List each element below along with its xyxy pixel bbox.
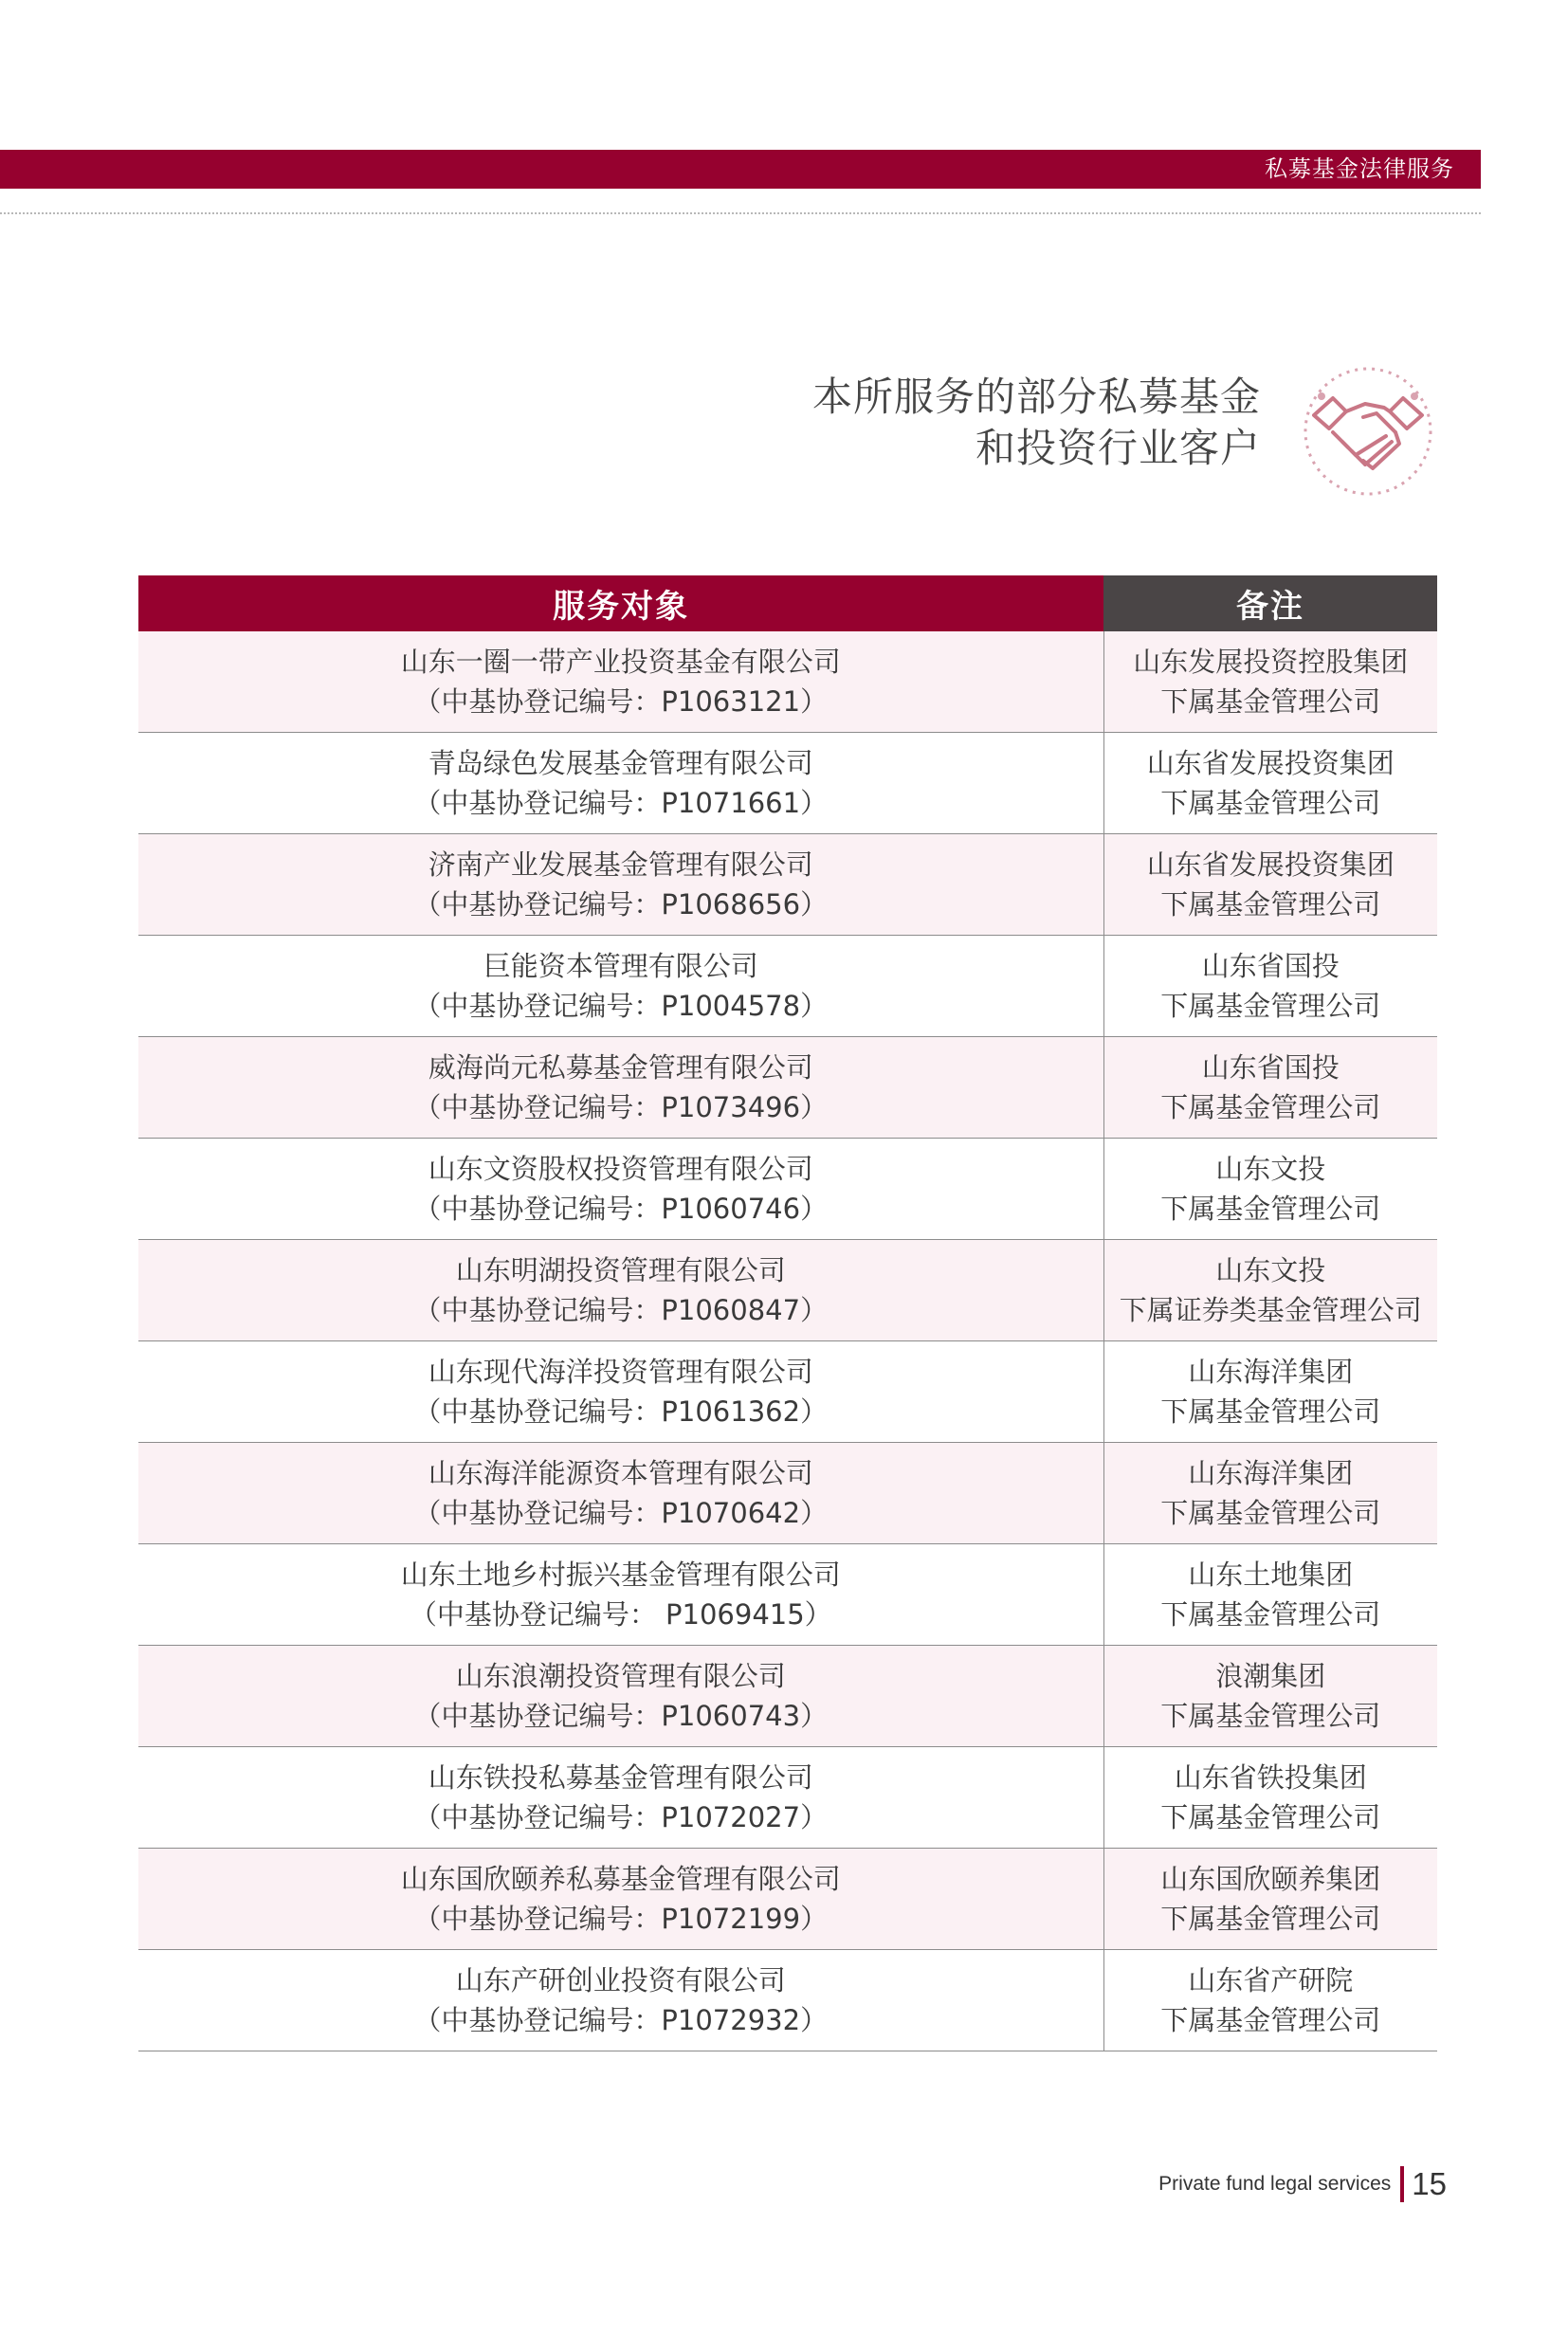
page-title-line-2: 和投资行业客户 — [975, 425, 1261, 471]
header-service-target: 服务对象 — [138, 575, 1103, 631]
section-label: 私募基金法律服务 — [1265, 155, 1454, 182]
remark-relationship: 下属基金管理公司 — [1160, 1801, 1381, 1833]
client-cell — [138, 631, 1103, 733]
table-row — [138, 1341, 1437, 1443]
client-cell — [138, 733, 1103, 834]
client-name: 山东土地乡村振兴基金管理有限公司 — [400, 1559, 841, 1591]
client-registration-number: （中基协登记编号：P1073496） — [413, 1091, 829, 1123]
remark-relationship: 下属基金管理公司 — [1160, 787, 1381, 819]
client-registration-number: （中基协登记编号：P1060746） — [413, 1193, 829, 1225]
remark-parent-group: 山东海洋集团 — [1188, 1356, 1354, 1388]
remark-cell — [1103, 1849, 1437, 1950]
table-header-row — [138, 575, 1437, 631]
remark-relationship: 下属基金管理公司 — [1160, 1903, 1381, 1935]
remark-cell — [1103, 1240, 1437, 1341]
remark-relationship: 下属基金管理公司 — [1160, 888, 1381, 921]
remark-relationship: 下属基金管理公司 — [1160, 1395, 1381, 1428]
remark-parent-group: 山东省产研院 — [1188, 1964, 1354, 1996]
client-cell — [138, 1240, 1103, 1341]
page-footer — [1158, 2165, 1447, 2203]
remark-cell — [1103, 1443, 1437, 1544]
client-name: 山东文资股权投资管理有限公司 — [428, 1153, 813, 1185]
client-name: 山东海洋能源资本管理有限公司 — [428, 1457, 813, 1489]
remark-relationship: 下属基金管理公司 — [1160, 1700, 1381, 1732]
client-name: 山东明湖投资管理有限公司 — [455, 1254, 786, 1286]
client-name: 青岛绿色发展基金管理有限公司 — [428, 747, 813, 779]
section-header-band — [0, 150, 1481, 189]
table-row — [138, 1240, 1437, 1341]
remark-parent-group: 山东发展投资控股集团 — [1133, 646, 1409, 678]
remark-cell — [1103, 1544, 1437, 1646]
remark-parent-group: 山东省发展投资集团 — [1146, 747, 1395, 779]
client-registration-number: （中基协登记编号：P1004578） — [413, 990, 829, 1022]
remark-relationship: 下属基金管理公司 — [1160, 1497, 1381, 1529]
header-remarks: 备注 — [1103, 575, 1437, 631]
client-cell — [138, 1341, 1103, 1443]
client-cell — [138, 1950, 1103, 2051]
client-name: 山东国欣颐养私募基金管理有限公司 — [400, 1863, 841, 1895]
table-row — [138, 733, 1437, 834]
remark-cell — [1103, 1139, 1437, 1240]
table-row — [138, 1139, 1437, 1240]
remark-cell — [1103, 936, 1437, 1037]
remark-parent-group: 山东海洋集团 — [1188, 1457, 1354, 1489]
client-cell — [138, 1849, 1103, 1950]
table-row — [138, 1747, 1437, 1849]
remark-cell — [1103, 1646, 1437, 1747]
client-registration-number: （中基协登记编号：P1071661） — [413, 787, 829, 819]
client-cell — [138, 1544, 1103, 1646]
remark-parent-group: 山东省国投 — [1201, 950, 1340, 982]
remark-relationship: 下属基金管理公司 — [1160, 990, 1381, 1022]
client-name: 山东铁投私募基金管理有限公司 — [428, 1761, 813, 1794]
remark-parent-group: 山东文投 — [1215, 1254, 1326, 1286]
remark-relationship: 下属基金管理公司 — [1160, 1193, 1381, 1225]
remark-cell — [1103, 1747, 1437, 1849]
client-cell — [138, 1646, 1103, 1747]
client-cell — [138, 1747, 1103, 1849]
remark-relationship: 下属基金管理公司 — [1160, 1598, 1381, 1631]
client-registration-number: （中基协登记编号：P1060847） — [413, 1294, 829, 1326]
remark-parent-group: 山东土地集团 — [1188, 1559, 1354, 1591]
client-cell — [138, 936, 1103, 1037]
client-registration-number: （中基协登记编号：P1060743） — [413, 1700, 829, 1732]
remark-cell — [1103, 733, 1437, 834]
client-registration-number: （中基协登记编号： P1069415） — [409, 1598, 832, 1631]
client-cell — [138, 1139, 1103, 1240]
page-title-line-1: 本所服务的部分私募基金 — [811, 374, 1261, 420]
client-registration-number: （中基协登记编号：P1072027） — [413, 1801, 829, 1833]
client-registration-number: （中基协登记编号：P1072199） — [413, 1903, 829, 1935]
remark-parent-group: 浪潮集团 — [1215, 1660, 1326, 1692]
remark-parent-group: 山东国欣颐养集团 — [1160, 1863, 1381, 1895]
remark-cell — [1103, 1341, 1437, 1443]
client-name: 巨能资本管理有限公司 — [483, 950, 758, 982]
remark-relationship: 下属基金管理公司 — [1160, 1091, 1381, 1123]
remark-parent-group: 山东省发展投资集团 — [1146, 848, 1395, 881]
client-registration-number: （中基协登记编号：P1068656） — [413, 888, 829, 921]
client-name: 山东现代海洋投资管理有限公司 — [428, 1356, 813, 1388]
client-cell — [138, 1443, 1103, 1544]
table-row — [138, 1849, 1437, 1950]
client-registration-number: （中基协登记编号：P1061362） — [413, 1395, 829, 1428]
table-row — [138, 1544, 1437, 1646]
client-cell — [138, 834, 1103, 936]
table-row — [138, 834, 1437, 936]
remark-cell — [1103, 1950, 1437, 2051]
client-cell — [138, 1037, 1103, 1139]
table-row — [138, 1950, 1437, 2051]
client-name: 山东浪潮投资管理有限公司 — [455, 1660, 786, 1692]
client-registration-number: （中基协登记编号：P1072932） — [413, 2004, 829, 2036]
table-row — [138, 631, 1437, 733]
client-registration-number: （中基协登记编号：P1063121） — [413, 685, 829, 718]
remark-cell — [1103, 631, 1437, 733]
remark-parent-group: 山东省铁投集团 — [1174, 1761, 1367, 1794]
table-row — [138, 936, 1437, 1037]
clients-table — [138, 575, 1437, 2051]
page-title — [597, 372, 1261, 474]
table-row — [138, 1443, 1437, 1544]
client-name: 山东一圈一带产业投资基金有限公司 — [400, 646, 841, 678]
page-number: 15 — [1412, 2166, 1447, 2201]
remark-parent-group: 山东文投 — [1215, 1153, 1326, 1185]
client-registration-number: （中基协登记编号：P1070642） — [413, 1497, 829, 1529]
remark-relationship: 下属证券类基金管理公司 — [1119, 1294, 1422, 1326]
footer-divider-bar — [1400, 2166, 1404, 2202]
remark-cell — [1103, 1037, 1437, 1139]
table-row — [138, 1646, 1437, 1747]
footer-english-title: Private fund legal services — [1158, 2173, 1392, 2195]
client-name: 济南产业发展基金管理有限公司 — [428, 848, 813, 881]
handshake-icon — [1297, 360, 1439, 502]
remark-parent-group: 山东省国投 — [1201, 1051, 1340, 1084]
table-row — [138, 1037, 1437, 1139]
remark-cell — [1103, 834, 1437, 936]
remark-relationship: 下属基金管理公司 — [1160, 2004, 1381, 2036]
dotted-divider — [0, 212, 1481, 214]
remark-relationship: 下属基金管理公司 — [1160, 685, 1381, 718]
client-name: 威海尚元私募基金管理有限公司 — [428, 1051, 813, 1084]
client-name: 山东产研创业投资有限公司 — [455, 1964, 786, 1996]
